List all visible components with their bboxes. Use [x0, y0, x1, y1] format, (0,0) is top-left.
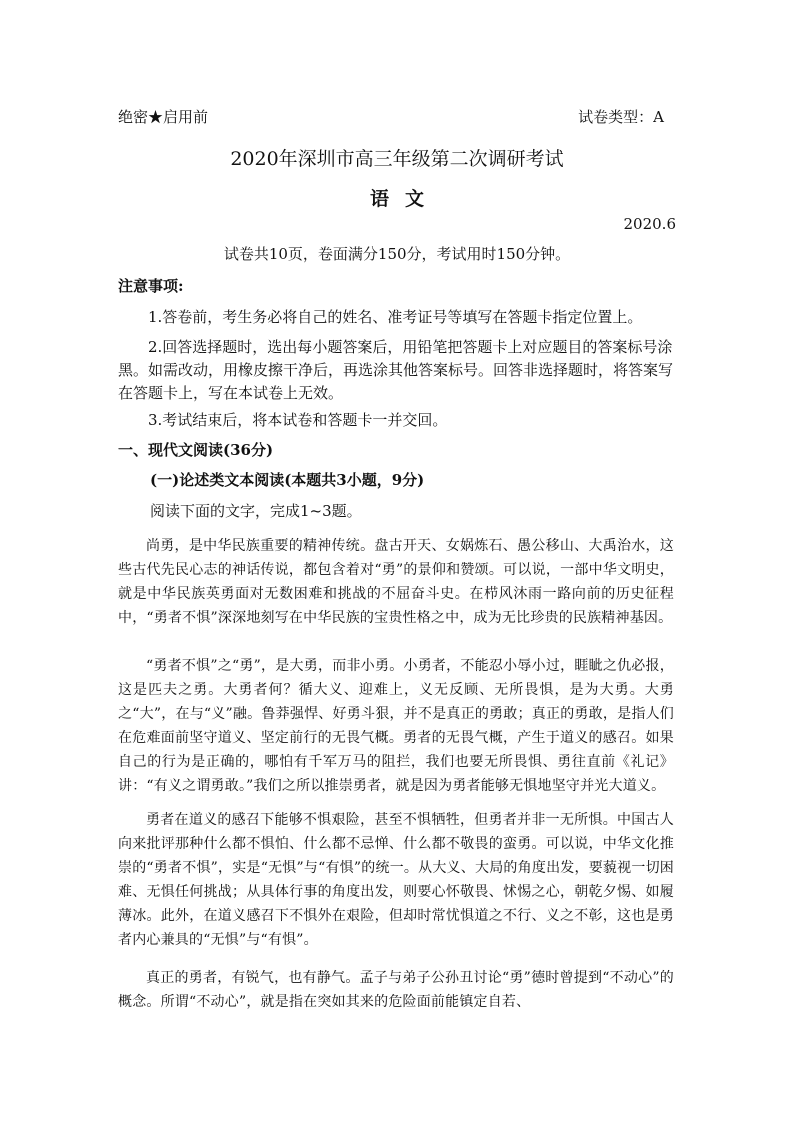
subsection-heading: (一)论述类文本阅读(本题共3小题，9分): [150, 471, 425, 489]
exam-info: 试卷共10页，卷面满分150分，考试用时150分钟。: [223, 245, 571, 263]
section-heading: 一、现代文阅读(36分): [118, 441, 274, 459]
exam-date: 2020.6: [623, 215, 676, 233]
paper-type-label: 试卷类型：A: [578, 108, 664, 126]
notice-item: 2.回答选择题时，选出每小题答案后，用铅笔把答题卡上对应题目的答案标号涂黑。如需改动，用橡皮擦干净后，再选涂其他答案标号。回答非选择题时，将答案写在答题卡上，写在本试卷上无效。: [118, 338, 674, 402]
notice-heading: 注意事项:: [118, 277, 184, 295]
confidential-label: 绝密★启用前: [118, 108, 209, 126]
exam-title: 2020年深圳市高三年级第二次调研考试: [230, 148, 564, 170]
notice-item: 3.考试结束后，将本试卷和答题卡一并交回。: [148, 411, 448, 429]
passage-paragraph: “勇者不惧”之“勇”，是大勇，而非小勇。小勇者，不能忍小辱小过，睚眦之仇必报，这是匹夫之勇。大勇者何？循大义、迎难上，义无反顾、无所畏惧，是为大勇。大勇之“大”，在与“义”融。鲁莽强悍、好勇斗狠，并不是真正的勇敢；真正的勇敢，是指人们在危难面前坚守道义、坚定前行的无畏气概。勇者的无畏气概，产生于道义的感召。如果自己的行为是正确的，哪怕有千军万马的阻拦，我们也要无所畏惧、勇往直前《礼记》讲：“有义之谓勇敢。”我们之所以推崇勇者，就是因为勇者能够无惧地坚守并光大道义。: [118, 658, 674, 794]
subject-title: 语文: [369, 188, 440, 210]
reading-instruction: 阅读下面的文字，完成1~3题。: [150, 502, 362, 520]
passage-paragraph: 尚勇，是中华民族重要的精神传统。盘古开天、女娲炼石、愚公移山、大禹治水，这些古代先民心志的神话传说，都包含着对“勇”的景仰和赞颂。可以说，一部中华文明史，就是中华民族英勇面对无数困难和挑战的不屈奋斗史。在栉风沐雨一路向前的历史征程中，“勇者不惧”深深地刻写在中华民族的宝贵性格之中，成为无比珍贵的民族精神基因。: [118, 538, 674, 626]
notice-item: 1.答卷前，考生务必将自己的姓名、准考证号等填写在答题卡指定位置上。: [148, 308, 643, 326]
passage-paragraph: 真正的勇者，有锐气，也有静气。孟子与弟子公孙丑讨论“勇”德时曾提到“不动心”的概念。所谓“不动心”，就是指在突如其来的危险面前能镇定自若、: [118, 970, 674, 1010]
passage-paragraph: 勇者在道义的感召下能够不惧艰险，甚至不惧牺牲，但勇者并非一无所惧。中国古人向来批评那种什么都不惧怕、什么都不忌惮、什么都不敬畏的蛮勇。可以说，中华文化推崇的“勇者不惧”，实是“无惧”与“有惧”的统一。从大义、大局的角度出发，要藐视一切困难、无惧任何挑战；从具体行事的角度出发，则要心怀敬畏、怵惕之心，朝乾夕惕、如履薄冰。此外，在道义感召下不惧外在艰险，但却时常忧惧道之不行、义之不彰，这也是勇者内心兼具的“无惧”与“有惧”。: [118, 812, 674, 948]
